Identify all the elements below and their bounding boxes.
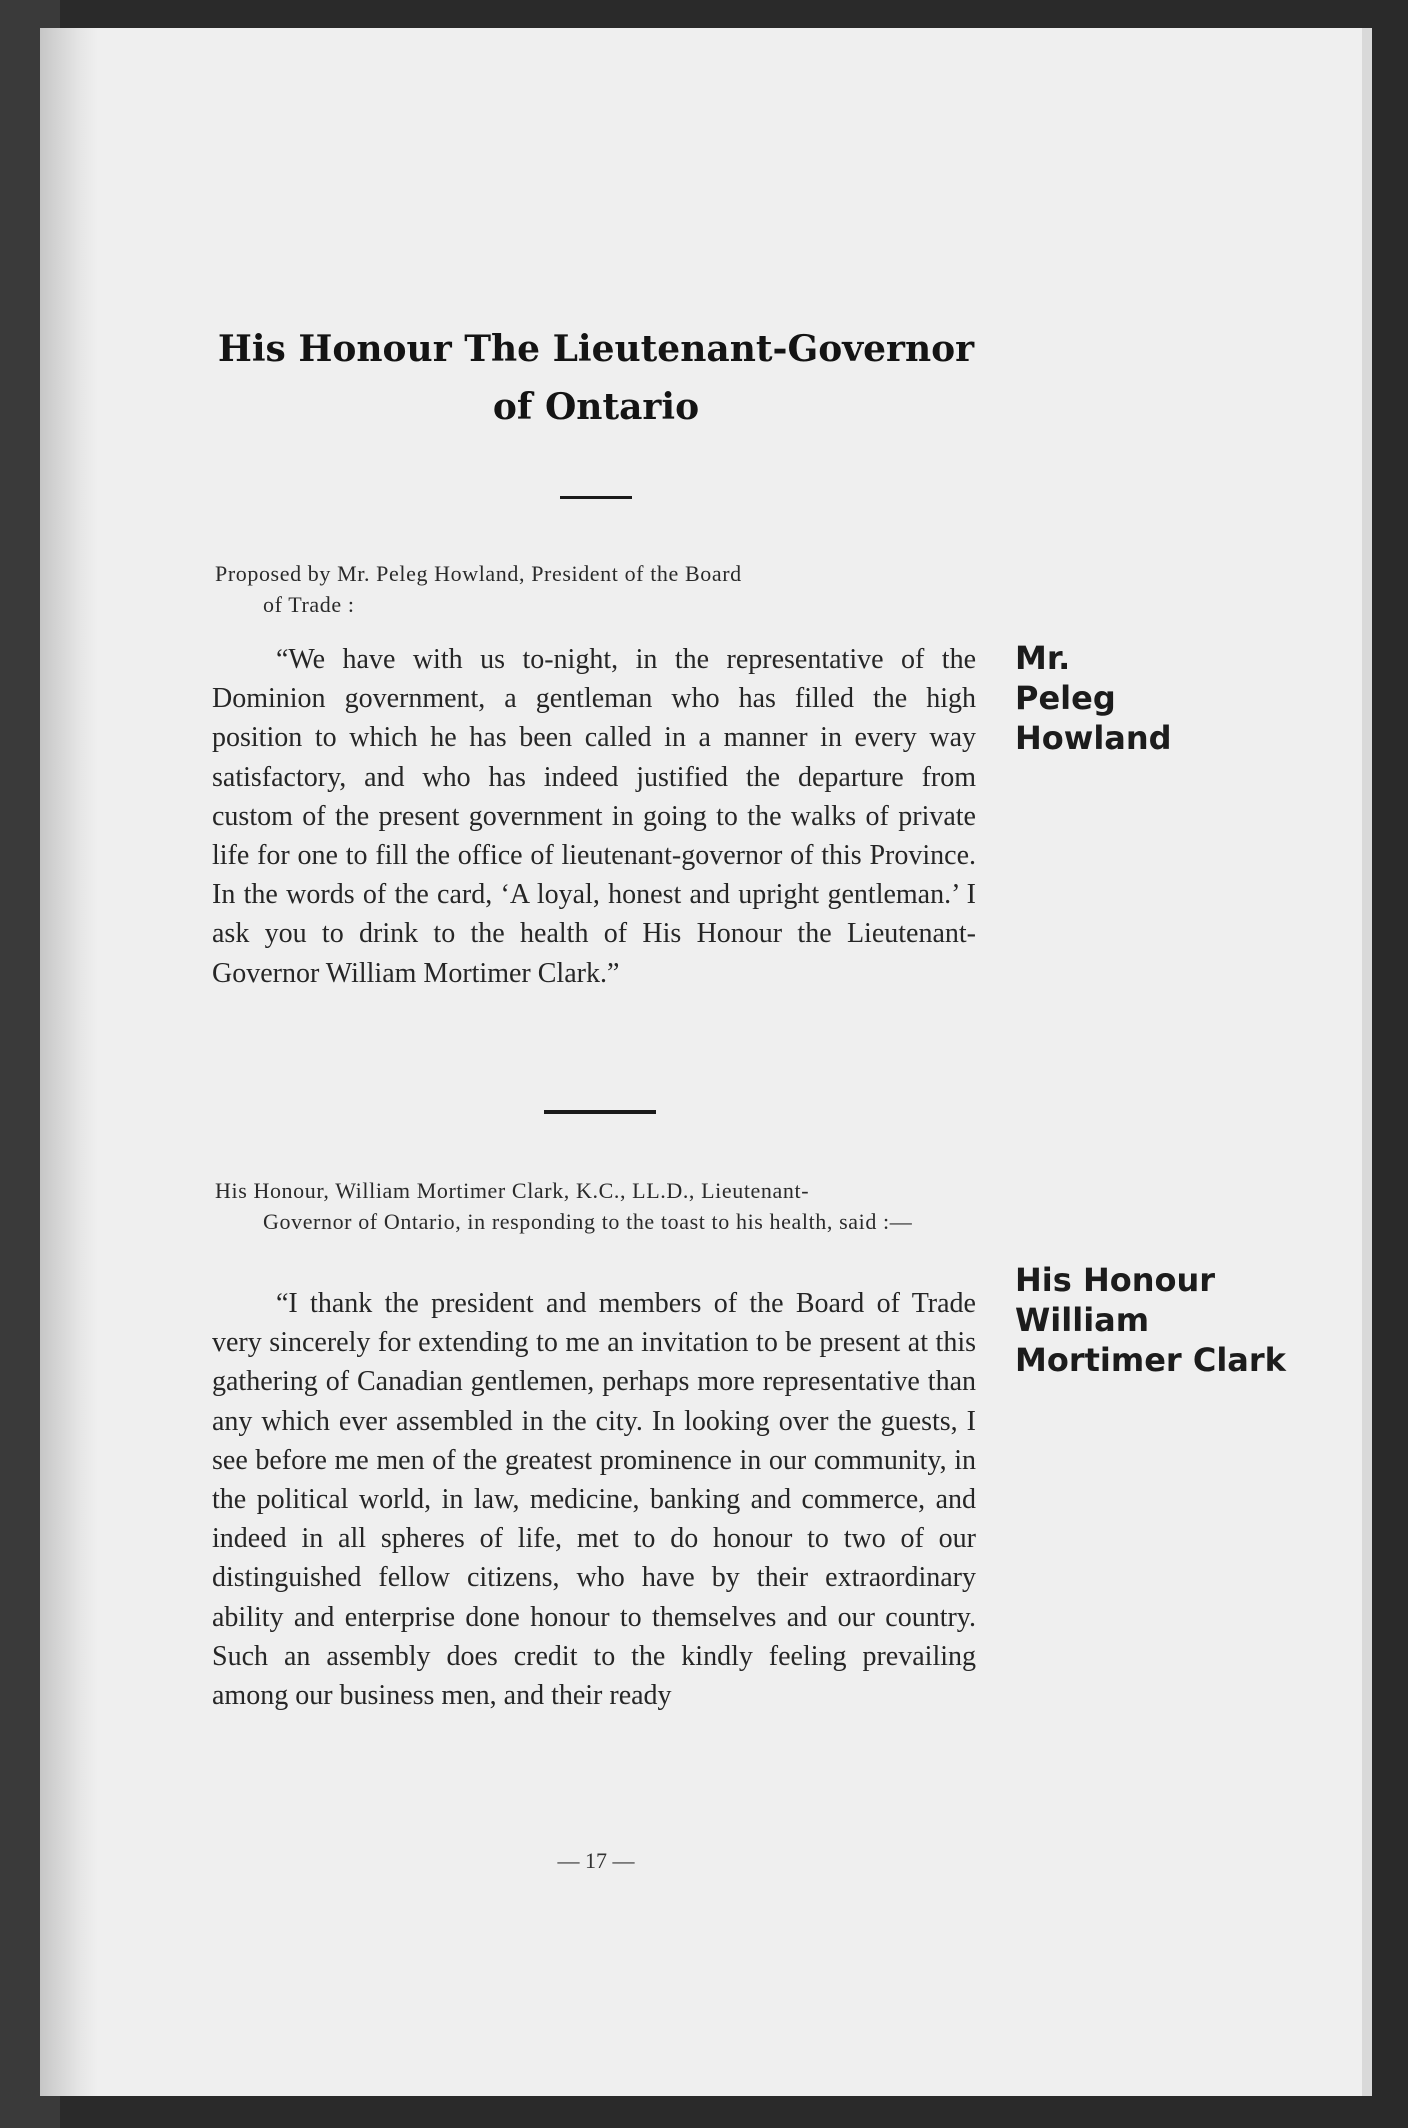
margin-note-line: William	[1015, 1301, 1150, 1339]
page-title-line-1: His Honour The Lieutenant-Governor	[217, 328, 975, 370]
section-divider	[544, 1110, 656, 1114]
margin-note-clark	[1015, 1260, 1286, 1380]
margin-note-line: Mortimer Clark	[1015, 1341, 1286, 1379]
margin-note-line: Mr.	[1015, 639, 1071, 677]
page-number: — 17 —	[557, 1848, 635, 1873]
title-divider	[560, 496, 632, 499]
book-page	[40, 28, 1372, 2096]
clark-speech: “I thank the president and members of the Board of Trade very sincerely for extending to me an invitation to be present at this gathering of Canadian gentlemen, perhaps more representative than any which ever assembled in the city. In looking over the guests, I see before me men of the greatest prominence in our community, in the political world, in law, medicine, banking and commerce, and indeed in all spheres of life, met to do honour to two of our distinguished fellow citizens, who have by their extraordinary ability and enterprise done honour to themselves and our country. Such an assembly does credit to the kindly feeling prevailing among our business men, and their ready	[212, 1288, 976, 1712]
intro-line: His Honour, William Mortimer Clark, K.C., LL.D., Lieutenant-	[215, 1178, 810, 1203]
intro-line: Governor of Ontario, in responding to the toast to his health, said :—	[263, 1209, 913, 1234]
margin-note-line: Howland	[1015, 719, 1172, 757]
response-heading	[215, 1175, 975, 1237]
margin-note-howland	[1015, 638, 1172, 758]
margin-note-line: His Honour	[1015, 1261, 1216, 1299]
howland-speech: “We have with us to-night, in the representative of the Dominion government, a gentleman who has filled the high position to which he has been called in a manner in every way satisfactory, and who has indeed justified the departure from custom of the present government in going to the walks of private life for one to fill the office of lieutenant-governor of this Province. In the words of the card, ‘A loyal, honest and upright gentleman.’ I ask you to drink to the health of His Honour the Lieutenant-Governor William Mortimer Clark.”	[212, 644, 976, 989]
intro-line: of Trade :	[263, 592, 355, 617]
toast-proposal-heading	[215, 558, 975, 620]
margin-note-line: Peleg	[1015, 679, 1116, 717]
page-title-line-2: of Ontario	[492, 386, 700, 428]
intro-line: Proposed by Mr. Peleg Howland, President of the Board	[215, 561, 742, 586]
